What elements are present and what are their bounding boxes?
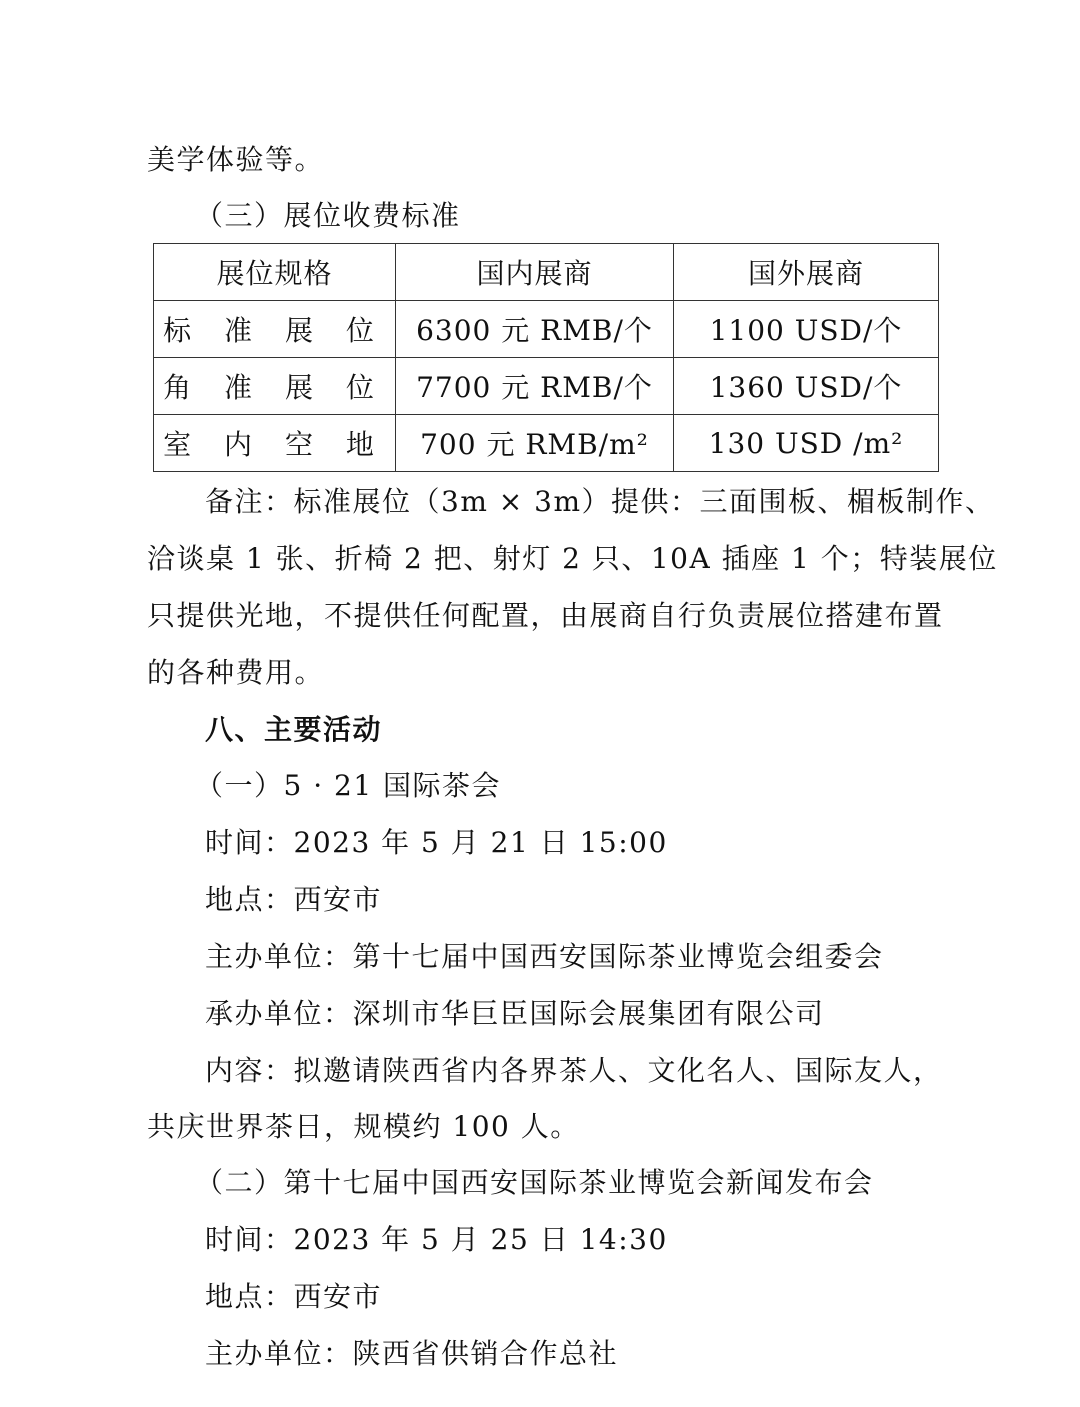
- cell-domestic-price: 700 元 RMB/m²: [396, 415, 674, 472]
- text-continuation: 美学体验等。: [147, 143, 325, 176]
- table-row: [154, 415, 939, 472]
- activity-place: 地点：西安市: [205, 883, 383, 916]
- cell-foreign-price: 1100 USD/个: [674, 301, 939, 358]
- fee-standard-heading: （三）展位收费标准: [195, 199, 461, 232]
- table-row: [154, 358, 939, 415]
- cell-foreign-price: 130 USD /m²: [674, 415, 939, 472]
- activity-title: （二）第十七届中国西安国际茶业博览会新闻发布会: [195, 1166, 874, 1199]
- activity-content-cont: 共庆世界茶日，规模约 100 人。: [147, 1110, 580, 1143]
- activity-host: 主办单位：陕西省供销合作总社: [205, 1337, 619, 1370]
- activity-host: 主办单位：第十七届中国西安国际茶业博览会组委会: [205, 940, 884, 973]
- note-line: 备注：标准展位（3m × 3m）提供：三面围板、楣板制作、: [205, 485, 995, 518]
- cell-booth-type: 角 准 展 位: [154, 358, 396, 415]
- cell-booth-type: 室 内 空 地: [154, 415, 396, 472]
- activity-time: 时间：2023 年 5 月 25 日 14:30: [205, 1223, 668, 1256]
- section-title-main-activities: 八、主要活动: [205, 713, 383, 746]
- activity-time: 时间：2023 年 5 月 21 日 15:00: [205, 826, 668, 859]
- cell-domestic-price: 7700 元 RMB/个: [396, 358, 674, 415]
- cell-booth-type: 标 准 展 位: [154, 301, 396, 358]
- table-row: [154, 301, 939, 358]
- header-booth-spec: 展位规格: [154, 244, 396, 301]
- activity-organizer: 承办单位：深圳市华巨臣国际会展集团有限公司: [205, 997, 825, 1030]
- cell-domestic-price: 6300 元 RMB/个: [396, 301, 674, 358]
- header-domestic: 国内展商: [396, 244, 674, 301]
- activity-title: （一）5 · 21 国际茶会: [195, 769, 502, 802]
- activity-content: 内容：拟邀请陕西省内各界茶人、文化名人、国际友人，: [205, 1054, 943, 1087]
- header-foreign: 国外展商: [674, 244, 939, 301]
- table-header-row: [154, 244, 939, 301]
- note-line: 洽谈桌 1 张、折椅 2 把、射灯 2 只、10A 插座 1 个；特装展位: [147, 542, 998, 575]
- note-line: 只提供光地，不提供任何配置，由展商自行负责展位搭建布置: [147, 599, 944, 632]
- booth-fee-table: [153, 243, 939, 472]
- note-line: 的各种费用。: [147, 656, 325, 689]
- cell-foreign-price: 1360 USD/个: [674, 358, 939, 415]
- activity-place: 地点：西安市: [205, 1280, 383, 1313]
